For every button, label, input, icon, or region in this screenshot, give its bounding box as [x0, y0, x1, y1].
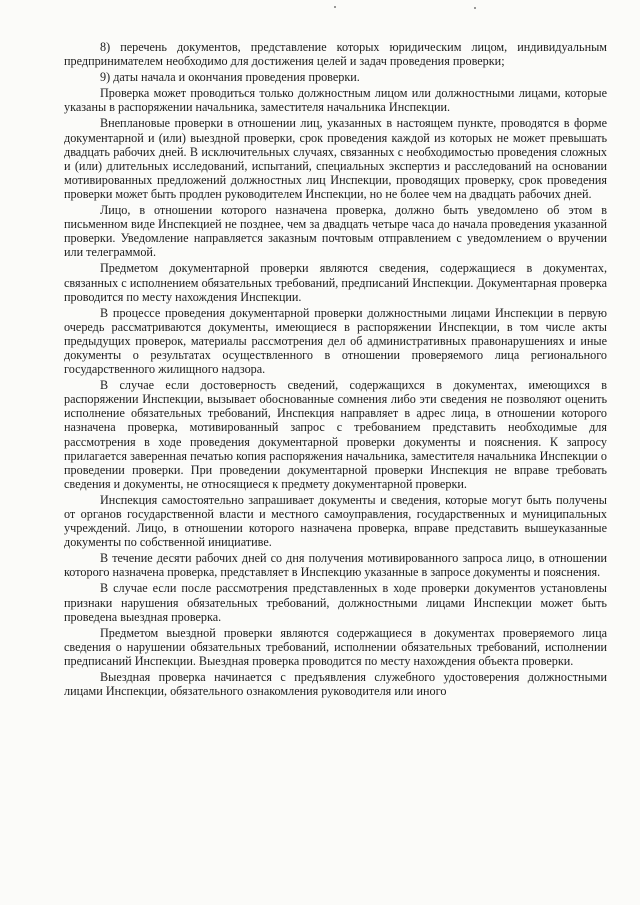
scan-speck	[474, 7, 476, 9]
paragraph-notification: Лицо, в отношении которого назначена проверка, должно быть уведомлено об этом в письменном виде Инспекцией не позднее, чем за двадцать четыре часа до начала проведения указанной проверки. Уведомление направляется заказным почтовым отправлением с уведомлением о вручении или телеграммой.	[64, 203, 607, 260]
paragraph-reasoned-request: В случае если достоверность сведений, содержащихся в документах, имеющихся в распоряжении Инспекции, вызывает обоснованные сомнения либо эти сведения не позволяют оценить исполнение обязательных требований, Инспекция направляет в адрес лица, в отношении которого назначена проверка, мотивированный запрос с требованием представить необходимые для рассмотрения в ходе проведения документарной проверки документы и пояснения. К запросу прилагается заверенная печатью копия распоряжения начальника, заместителя начальника Инспекции о проведении проверки. При проведении документарной проверки Инспекция не вправе требовать сведения и документы, не относящиеся к предмету документарной проверки.	[64, 378, 607, 491]
paragraph-inspectors: Проверка может проводиться только должностным лицом или должностными лицами, которые указаны в распоряжении начальника, заместителя начальника Инспекции.	[64, 86, 607, 115]
paragraph-onsite-trigger: В случае если после рассмотрения представленных в ходе проверки документов установлены признаки нарушения обязательных требований, должностными лицами Инспекции может быть проведена выездная проверка.	[64, 581, 607, 624]
paragraph-onsite-subject: Предметом выездной проверки являются содержащиеся в документах проверяемого лица сведения о нарушении обязательных требований, исполнении обязательных требований, исполнении предписаний Инспекции. Выездная проверка проводится по месту нахождения объекта проверки.	[64, 625, 607, 668]
paragraph-item-8: 8) перечень документов, представление которых юридическим лицом, индивидуальным предпринимателем необходимо для достижения целей и задач проведения проверки;	[64, 40, 607, 69]
paragraph-item-9: 9) даты начала и окончания проведения проверки.	[100, 70, 360, 85]
scan-speck	[334, 6, 336, 8]
paragraph-unscheduled-inspections: Внеплановые проверки в отношении лиц, указанных в настоящем пункте, проводятся в форме документарной и (или) выездной проверки, срок проведения каждой из которых не может превышать двадцать рабочих дней. В исключительных случаях, связанных с необходимостью проведения сложных и (или) длительных исследований, испытаний, специальных экспертиз и расследований на основании мотивированных предложений должностных лиц Инспекции, проводящих проверку, срок проведения проверки может быть продлен руководителем Инспекции, но не более чем на двадцать рабочих дней.	[64, 116, 607, 201]
paragraph-documentary-process: В процессе проведения документарной проверки должностными лицами Инспекции в первую очередь рассматриваются документы, имеющиеся в распоряжении Инспекции, в том числе акты предыдущих проверок, материалы рассмотрения дел об административных правонарушениях и иные документы о результатах осуществленного в отношении проверяемого лица регионального государственного жилищного надзора.	[64, 305, 607, 377]
paragraph-onsite-start: Выездная проверка начинается с предъявления служебного удостоверения должностными лицами Инспекции, обязательного ознакомления руководителя или иного	[64, 670, 607, 699]
paragraph-independent-request: Инспекция самостоятельно запрашивает документы и сведения, которые могут быть получены от органов государственной власти и местного самоуправления, государственных и муниципальных учреждений. Лицо, в отношении которого назначена проверка, вправе представить вышеуказанные документы по собственной инициативе.	[64, 492, 607, 550]
document-body	[64, 40, 607, 700]
paragraph-ten-days: В течение десяти рабочих дней со дня получения мотивированного запроса лицо, в отношении которого назначена проверка, представляет в Инспекцию указанные в запросе документы и пояснения.	[64, 551, 607, 580]
paragraph-documentary-subject: Предметом документарной проверки являются сведения, содержащиеся в документах, связанных с исполнением обязательных требований, предписаний Инспекции. Документарная проверка проводится по месту нахождения Инспекции.	[64, 261, 607, 304]
